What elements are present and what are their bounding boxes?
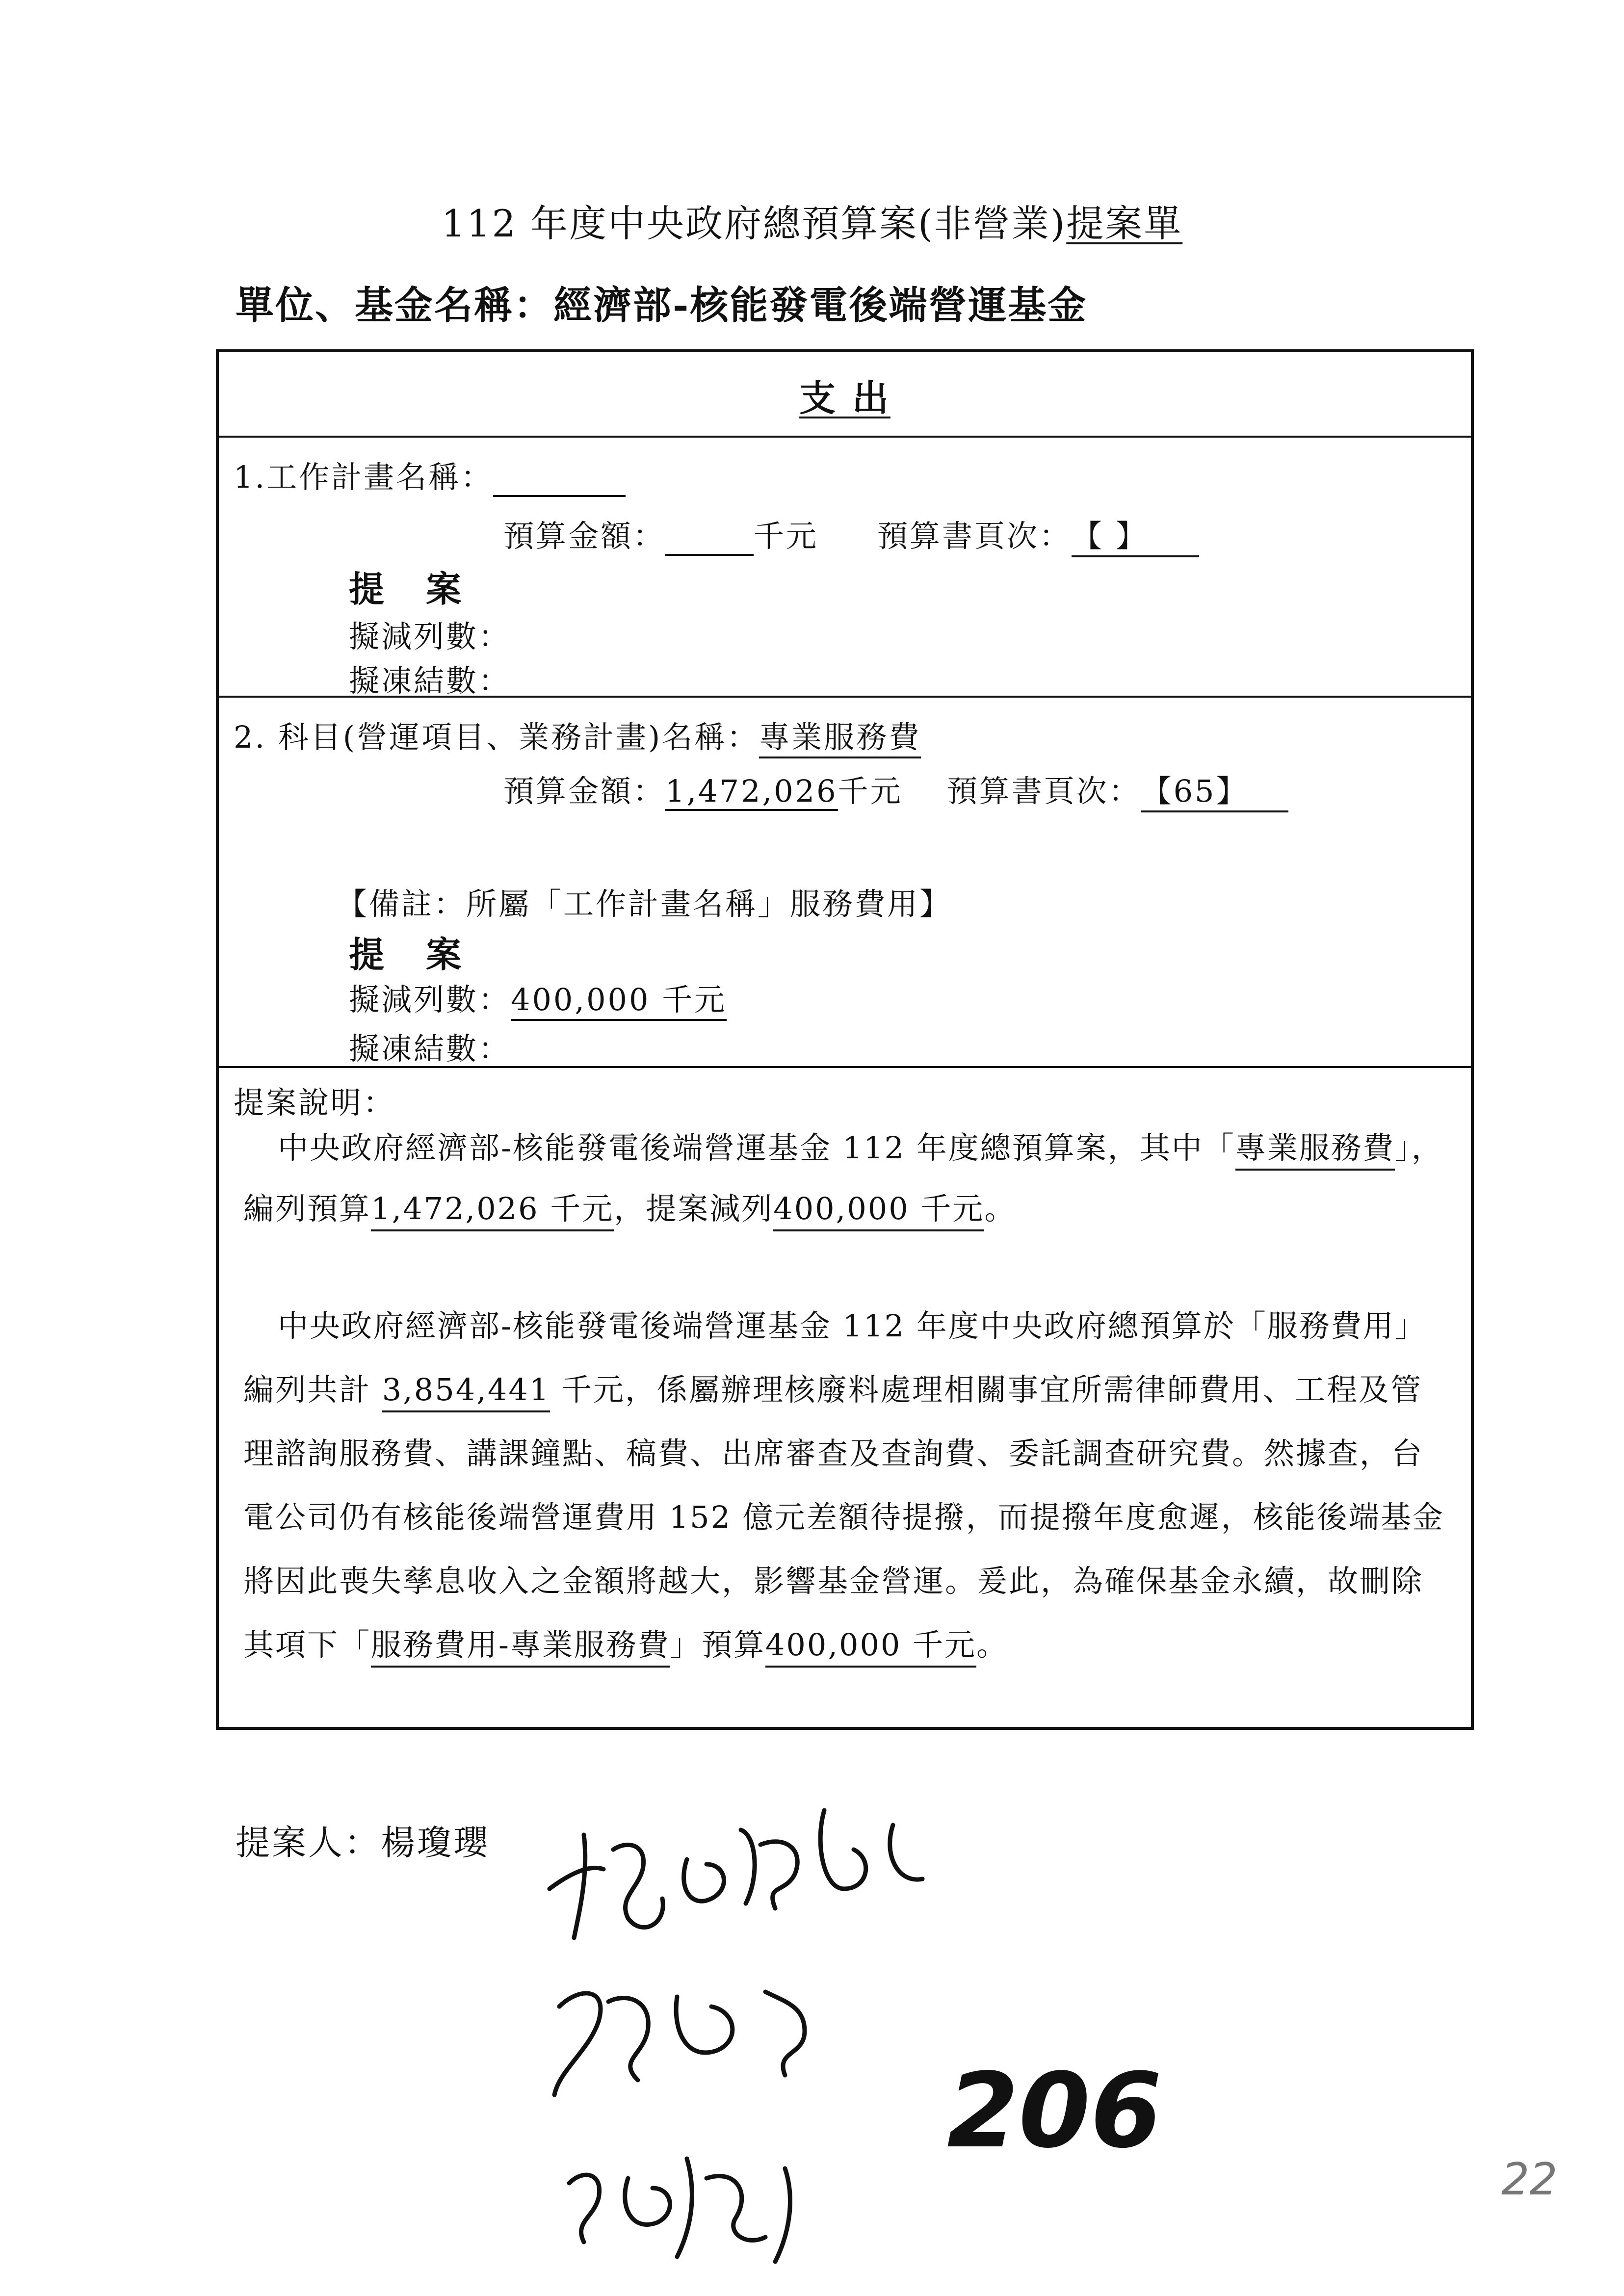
title-underlined: 提案單 [1066,202,1183,245]
explanation-paragraph-1: 中央政府經濟部-核能發電後端營運基金 112 年度總預算案，其中「專業服務費」，編列預算1,472,026 千元，提案減列400,000 千元。 [243,1118,1450,1239]
subject-label: 2. 科目(營運項目、業務計畫)名稱： [234,719,760,755]
subject-value: 專業服務費 [759,713,921,758]
freeze-label: 擬凍結數： [349,1031,511,1067]
freeze-label: 擬凍結數： [349,663,511,699]
reduce-value: 400,000 千元 [511,975,727,1021]
proposal-form [216,349,1474,1730]
divider [219,696,1471,698]
divider [219,1066,1471,1068]
plan-name-blank [493,459,626,497]
budget-value: 1,472,026 [665,773,838,811]
budget-label: 預算金額： [503,773,666,809]
proposer [236,1815,490,1865]
note: 【備註：所屬「工作計畫名稱」服務費用】 [337,886,952,922]
page-label: 預算書頁次： [877,518,1072,554]
signature-2 [554,1992,805,2095]
handwritten-signatures [530,1776,971,2286]
proposal-heading: 提 案 [349,568,476,610]
title-main: 112 年度中央政府總預算案(非營業) [441,202,1067,245]
proposer-name: 楊瓊瓔 [381,1823,490,1863]
plan-name-label: 1.工作計畫名稱： [234,459,494,495]
budget-unit: 千元 [754,518,819,554]
page-label: 預算書頁次： [946,773,1141,809]
budget-label: 預算金額： [503,518,666,554]
reduce-label: 擬減列數： [349,619,511,654]
divider [219,436,1471,438]
reduce-label: 擬減列數： [349,982,511,1018]
explanation-paragraph-2: 中央政府經濟部-核能發電後端營運基金 112 年度中央政府總預算於「服務費用」編列共計 3,854,441 千元，係屬辦理核廢料處理相關事宜所需律師費用、工程及管理諮詢服務費、講課鐘點、稿費、出席審查及查詢費、委託調查研究費。然據查，台電公司仍有核能後端營運費用 152 億元差額待提撥，而提撥年度愈遲，核能後端基金將因此喪失孳息收入之金額將越大，影響基金營運。爰此，為確保基金永續，故刪除其項下「服務費用-專業服務費」預算400,000 千元。 [243,1294,1450,1677]
proposal-heading: 提 案 [349,934,476,975]
explanation-label: 提案說明： [234,1085,396,1121]
signature-1 [550,1810,922,1938]
signature-3 [569,2159,790,2262]
section-title: 支 出 [799,377,891,419]
handwritten-number: 206 [947,2051,1162,2171]
budget-blank [665,518,754,556]
page-value: 【 】 [1072,512,1199,557]
page-mark: 22 [1501,2154,1558,2205]
page-title [0,194,1624,247]
page-value: 【65】 [1141,767,1288,812]
unit-fund-name: 單位、基金名稱：經濟部-核能發電後端營運基金 [236,283,1088,328]
budget-unit: 千元 [838,773,903,809]
proposer-label: 提案人： [236,1823,381,1863]
